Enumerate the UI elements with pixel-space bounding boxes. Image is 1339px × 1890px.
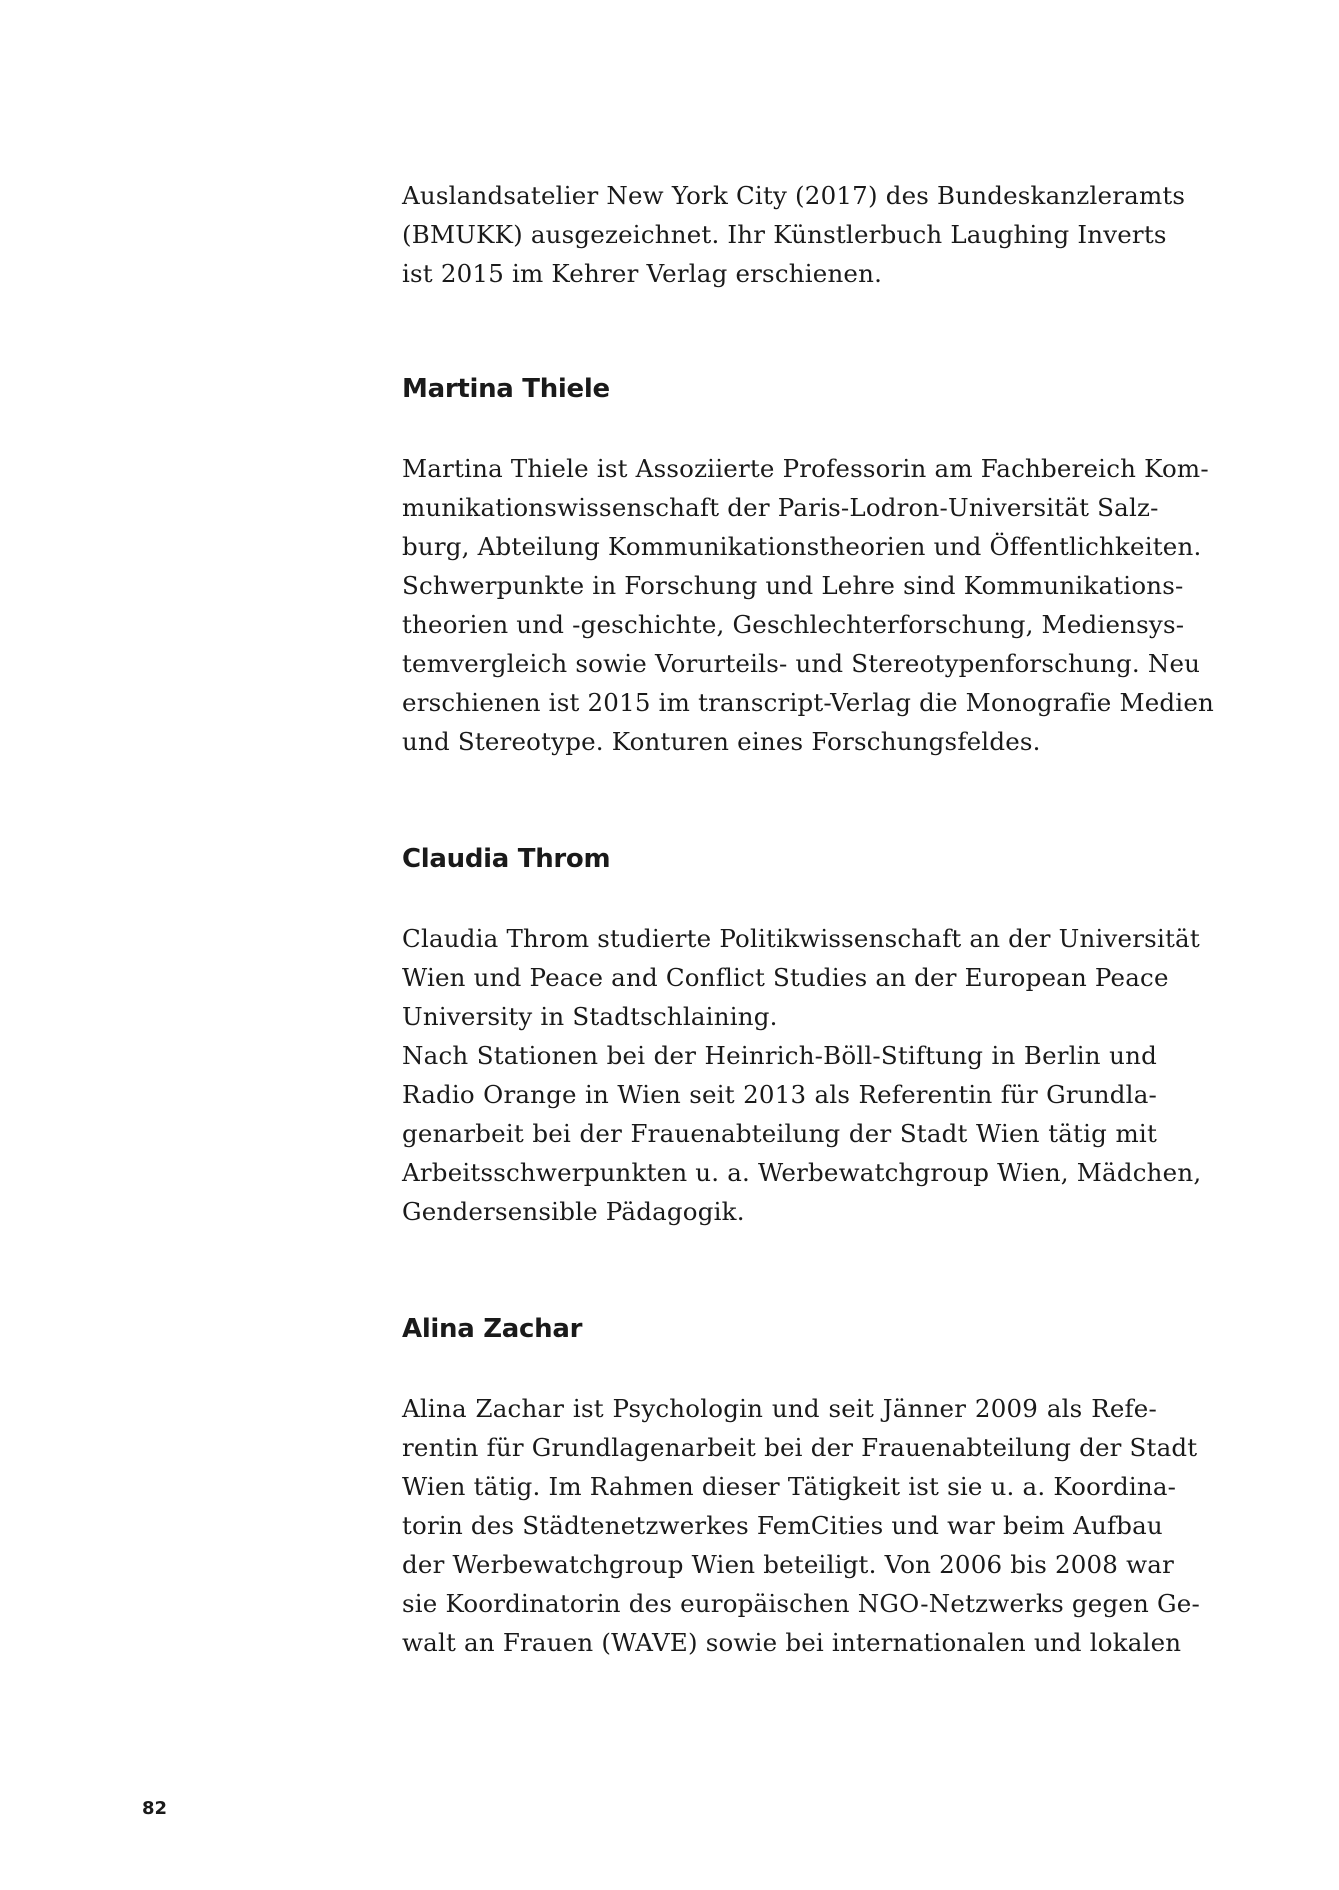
paragraph-line: genarbeit bei der Frauenabteilung der Stadt Wien tätig mit bbox=[402, 1119, 1157, 1148]
paragraph-line: der Werbewatchgroup Wien beteiligt. Von 2006 bis 2008 war bbox=[402, 1550, 1174, 1579]
paragraph-line: walt an Frauen (WAVE) sowie bei internationalen und lokalen bbox=[402, 1628, 1182, 1657]
paragraph-line: Wien tätig. Im Rahmen dieser Tätigkeit ist sie u. a. Koordina- bbox=[402, 1472, 1177, 1501]
paragraph-line: Claudia Throm studierte Politikwissenschaft an der Universität bbox=[402, 924, 1200, 953]
paragraph-line: und Stereotype. Konturen eines Forschungsfeldes. bbox=[402, 727, 1041, 756]
paragraph-line: Alina Zachar ist Psychologin und seit Jänner 2009 als Refe- bbox=[402, 1394, 1157, 1423]
paragraph-line: sie Koordinatorin des europäischen NGO-Netzwerks gegen Ge- bbox=[402, 1589, 1200, 1618]
intro-paragraph bbox=[402, 176, 1186, 293]
section-heading-claudia-throm: Claudia Throm bbox=[402, 844, 611, 874]
paragraph-line: Nach Stationen bei der Heinrich-Böll-Stiftung in Berlin und bbox=[402, 1041, 1157, 1070]
bio-paragraph-alina-zachar bbox=[402, 1389, 1200, 1662]
paragraph-line: Schwerpunkte in Forschung und Lehre sind Kommunikations- bbox=[402, 571, 1184, 600]
paragraph-line: theorien und -geschichte, Geschlechterforschung, Mediensys- bbox=[402, 610, 1185, 639]
paragraph-line: rentin für Grundlagenarbeit bei der Frauenabteilung der Stadt bbox=[402, 1433, 1198, 1462]
paragraph-line: ist 2015 im Kehrer Verlag erschienen. bbox=[402, 259, 883, 288]
paragraph-line: torin des Städtenetzwerkes FemCities und war beim Aufbau bbox=[402, 1511, 1163, 1540]
paragraph-line: (BMUKK) ausgezeichnet. Ihr Künstlerbuch Laughing Inverts bbox=[402, 220, 1167, 249]
paragraph-line: erschienen ist 2015 im transcript-Verlag die Monografie Medien bbox=[402, 688, 1215, 717]
paragraph-line: Martina Thiele ist Assoziierte Professorin am Fachbereich Kom- bbox=[402, 454, 1209, 483]
paragraph-line: temvergleich sowie Vorurteils- und Stereotypenforschung. Neu bbox=[402, 649, 1201, 678]
section-heading-martina-thiele: Martina Thiele bbox=[402, 374, 610, 404]
bio-paragraph-claudia-throm bbox=[402, 919, 1202, 1231]
section-heading-alina-zachar: Alina Zachar bbox=[402, 1314, 583, 1344]
paragraph-line: Gendersensible Pädagogik. bbox=[402, 1197, 745, 1226]
paragraph-line: Wien und Peace and Conflict Studies an der European Peace bbox=[402, 963, 1169, 992]
paragraph-line: University in Stadtschlaining. bbox=[402, 1002, 778, 1031]
paragraph-line: Radio Orange in Wien seit 2013 als Referentin für Grundla- bbox=[402, 1080, 1157, 1109]
bio-paragraph-martina-thiele bbox=[402, 449, 1215, 761]
paragraph-line: Auslandsatelier New York City (2017) des Bundeskanzleramts bbox=[402, 181, 1186, 210]
paragraph-line: Arbeitsschwerpunkten u. a. Werbewatchgroup Wien, Mädchen, bbox=[402, 1158, 1202, 1187]
page-number: 82 bbox=[142, 1798, 168, 1819]
paragraph-line: munikationswissenschaft der Paris-Lodron-Universität Salz- bbox=[402, 493, 1159, 522]
paragraph-line: burg, Abteilung Kommunikationstheorien und Öffentlichkeiten. bbox=[402, 532, 1202, 561]
